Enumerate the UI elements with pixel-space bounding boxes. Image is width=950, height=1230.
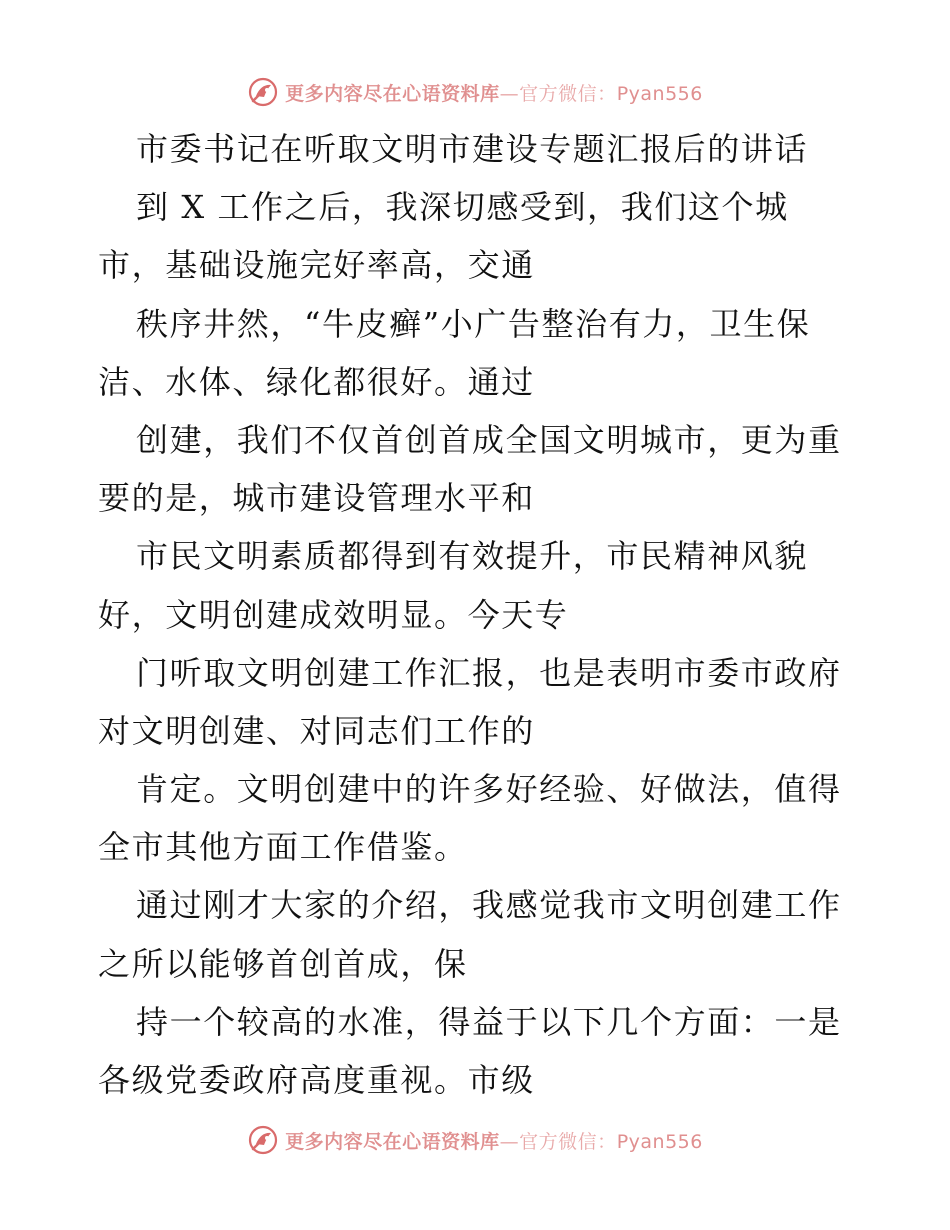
text-line: 门听取文明创建工作汇报，也是表明市委市政府 [136, 653, 842, 692]
watermark-main-text: 更多内容尽在心语资料库 [285, 82, 500, 105]
text-line: 好，文明创建成效明显。今天专 [98, 595, 569, 634]
text-line: 秩序井然，“牛皮癣”小广告整治有力，卫生保 [136, 304, 811, 343]
document-body [98, 120, 858, 1109]
text-line: 洁、水体、绿化都很好。通过 [98, 362, 535, 401]
watermark-separator: — [499, 1130, 520, 1153]
brand-logo-icon [247, 1124, 279, 1156]
text-line: 市民文明素质都得到有效提升，市民精神风貌 [136, 537, 809, 576]
text-line: 持一个较高的水准，得益于以下几个方面：一是 [136, 1002, 842, 1041]
text-line: 各级党委政府高度重视。市级 [98, 1061, 535, 1099]
text-line: 肯定。文明创建中的许多好经验、好做法，值得 [136, 770, 842, 809]
text-line: 之所以能够首创首成，保 [98, 944, 468, 983]
text-line: 全市其他方面工作借鉴。 [98, 828, 468, 867]
watermark-separator: — [499, 82, 520, 105]
text-line: 到 X 工作之后，我深切感受到，我们这个城 [136, 188, 789, 227]
text-line: 创建，我们不仅首创首成全国文明城市，更为重 [136, 420, 842, 459]
watermark-wechat-id: Pyan556 [616, 82, 703, 105]
footer-watermark [0, 1120, 950, 1160]
brand-logo-icon [247, 76, 279, 108]
watermark-main-text: 更多内容尽在心语资料库 [285, 1130, 500, 1153]
text-line: 通过刚才大家的介绍，我感觉我市文明创建工作 [136, 886, 842, 925]
text-line: 要的是，城市建设管理水平和 [98, 479, 535, 518]
watermark-wechat-label: 官方微信： [519, 82, 617, 105]
document-title: 市委书记在听取文明市建设专题汇报后的讲话 [136, 130, 809, 168]
watermark-wechat-label: 官方微信： [519, 1130, 617, 1153]
text-line: 对文明创建、对同志们工作的 [98, 711, 535, 750]
header-watermark [0, 72, 950, 112]
text-line: 市，基础设施完好率高，交通 [98, 246, 535, 285]
watermark-wechat-id: Pyan556 [616, 1130, 703, 1153]
